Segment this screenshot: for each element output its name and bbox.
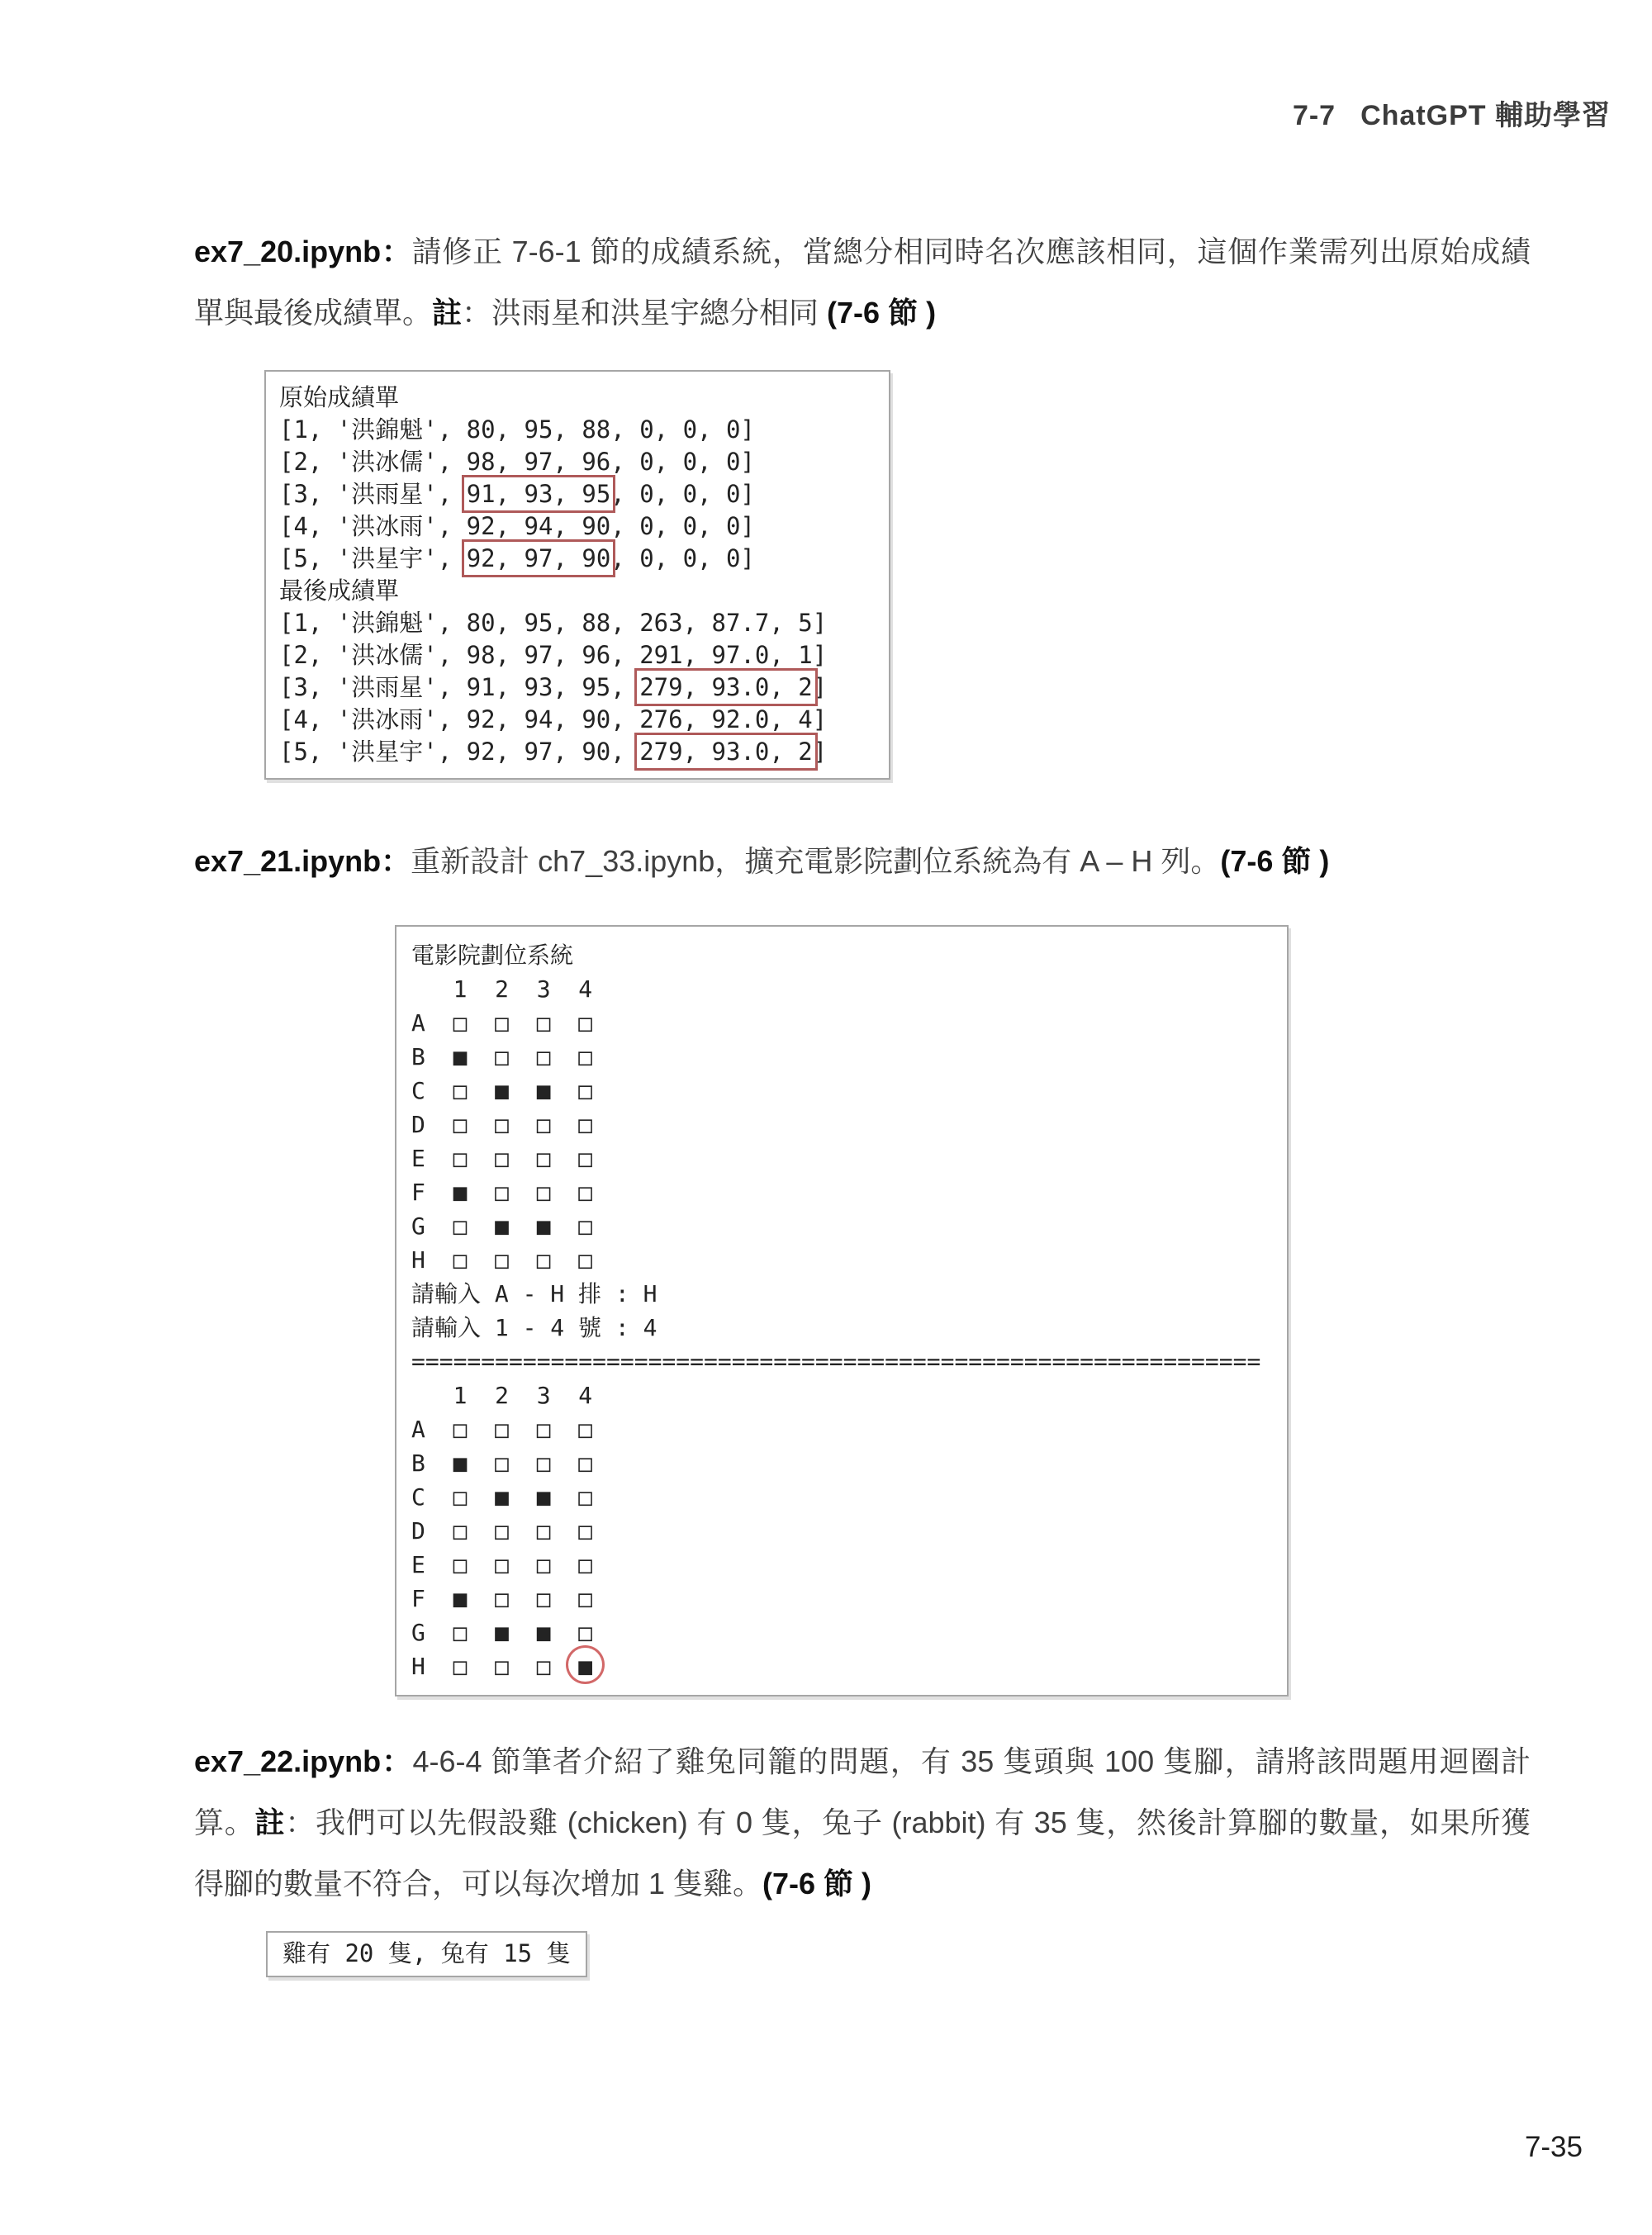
console-line <box>279 543 876 575</box>
text-segment: [4, '洪冰雨', 92, 94, 90, 276, 92.0, 4] <box>279 705 828 733</box>
text-segment: C □ ■ ■ □ <box>411 1077 593 1104</box>
console-line <box>279 704 876 736</box>
text-segment: ] <box>812 673 828 701</box>
text-segment: 1 2 3 4 <box>411 1382 593 1409</box>
text-segment: C □ ■ ■ □ <box>411 1483 593 1511</box>
console-line <box>411 1480 1272 1514</box>
text-segment: 請輸入 A - H 排 : H <box>411 1280 657 1307</box>
page-number: 7-35 <box>1524 2131 1583 2163</box>
console-line <box>279 607 876 639</box>
text-segment: [5, '洪星宇', <box>279 544 467 572</box>
text-segment: 重新設計 ch7_33.ipynb，擴充電影院劃位系統為有 A – H 列。 <box>411 844 1221 878</box>
grade-output-box <box>264 370 890 780</box>
console-line <box>411 1345 1272 1378</box>
text-segment: [4, '洪冰雨', 92, 94, 90, 0, 0, 0] <box>279 512 755 540</box>
console-line <box>411 1514 1272 1548</box>
bold-text-segment: 註 <box>254 1806 286 1839</box>
text-segment: ============================================================= <box>411 1348 1261 1375</box>
text-segment: 最後成績單 <box>279 577 400 605</box>
cinema-output-box <box>395 925 1289 1696</box>
console-line <box>411 1616 1272 1649</box>
console-line <box>411 1277 1272 1311</box>
text-segment: A □ □ □ □ <box>411 1009 593 1037</box>
console-line <box>411 1548 1272 1582</box>
console-line <box>411 1649 1272 1683</box>
bold-text-segment: (7-6 節 ) <box>1220 844 1330 878</box>
text-segment: ：洪雨星和洪星宇總分相同 <box>462 296 828 330</box>
bold-text-segment: (7-6 節 ) <box>827 296 937 330</box>
console-line <box>411 938 1272 972</box>
bold-text-segment: (7-6 節 ) <box>762 1867 872 1900</box>
red-highlight-box: 279, 93.0, 2 <box>639 738 813 766</box>
text-segment: D □ □ □ □ <box>411 1517 593 1545</box>
bold-text-segment: ex7_20.ipynb： <box>194 235 412 268</box>
bold-text-segment: ex7_21.ipynb： <box>194 844 411 878</box>
text-segment: H □ □ □ <box>411 1653 579 1680</box>
console-line <box>411 1141 1272 1175</box>
red-highlight-box: 92, 97, 90 <box>466 544 611 572</box>
console-line <box>411 1074 1272 1108</box>
text-segment: 4-6-4 節筆者介紹了雞兔同籠的問題，有 35 隻頭與 100 隻腳，請將該問題用迴圈計算。 <box>194 1744 1531 1839</box>
console-line <box>411 1175 1272 1209</box>
console-line <box>279 478 876 510</box>
console-line <box>282 1937 571 1970</box>
text-segment: 原始成績單 <box>279 383 400 411</box>
exercise-ex7_20-paragraph <box>194 221 1531 344</box>
text-segment: 雞有 20 隻, 兔有 15 隻 <box>282 1939 571 1967</box>
console-line <box>279 510 876 543</box>
console-line <box>279 736 876 768</box>
console-line <box>279 575 876 607</box>
exercise-ex7_22-paragraph <box>194 1731 1531 1915</box>
console-line <box>411 1243 1272 1277</box>
text-segment: 請輸入 1 - 4 號 : 4 <box>411 1314 657 1341</box>
console-line <box>279 446 876 478</box>
console-line <box>411 972 1272 1006</box>
console-line <box>411 1378 1272 1412</box>
section-number: 7-7 <box>1292 100 1336 131</box>
running-head <box>1293 93 1611 133</box>
console-line <box>411 1040 1272 1074</box>
text-segment: G □ ■ ■ □ <box>411 1212 593 1240</box>
console-line <box>279 671 876 704</box>
red-highlight-box: 91, 93, 95 <box>466 480 611 508</box>
text-segment: , 0, 0, 0] <box>610 480 755 508</box>
console-line <box>411 1006 1272 1040</box>
console-line <box>411 1108 1272 1141</box>
console-line <box>279 414 876 446</box>
text-segment: H □ □ □ □ <box>411 1246 593 1274</box>
text-segment: [5, '洪星宇', 92, 97, 90, <box>279 738 640 766</box>
text-segment: , 0, 0, 0] <box>610 544 755 572</box>
text-segment: 請修正 7-6-1 節的成績系統，當總分相同時名次應該相同，這個作業需列出原始成績單與最後成績單。 <box>194 235 1531 330</box>
text-segment: ] <box>812 738 828 766</box>
text-segment: F ■ □ □ □ <box>411 1179 593 1206</box>
bold-text-segment: 註 <box>432 296 463 330</box>
text-segment: E □ □ □ □ <box>411 1551 593 1578</box>
text-segment: D □ □ □ □ <box>411 1111 593 1138</box>
console-line <box>411 1311 1272 1345</box>
text-segment: E □ □ □ □ <box>411 1145 593 1172</box>
console-line <box>411 1209 1272 1243</box>
chicken-rabbit-output-box <box>266 1931 587 1977</box>
text-segment: [3, '洪雨星', <box>279 480 467 508</box>
bold-text-segment: ex7_22.ipynb： <box>194 1744 413 1778</box>
text-segment: 1 2 3 4 <box>411 975 593 1003</box>
console-line <box>411 1582 1272 1616</box>
text-segment: [1, '洪錦魁', 80, 95, 88, 263, 87.7, 5] <box>279 609 828 637</box>
exercise-ex7_21-paragraph <box>194 831 1531 892</box>
text-segment: A □ □ □ □ <box>411 1416 593 1443</box>
text-segment: [2, '洪冰儒', 98, 97, 96, 291, 97.0, 1] <box>279 641 828 669</box>
text-segment: 電影院劃位系統 <box>411 942 574 969</box>
text-segment: [2, '洪冰儒', 98, 97, 96, 0, 0, 0] <box>279 448 755 476</box>
text-segment: G □ ■ ■ □ <box>411 1619 593 1646</box>
section-title: ChatGPT 輔助學習 <box>1360 100 1611 131</box>
text-segment: [1, '洪錦魁', 80, 95, 88, 0, 0, 0] <box>279 415 755 444</box>
text-segment: ：我們可以先假設雞 (chicken) 有 0 隻，兔子 (rabbit) 有 35 隻，然後計算腳的數量，如果所獲得腳的數量不符合，可以每次增加 1 隻雞。 <box>194 1806 1531 1900</box>
red-circled-seat: ■ <box>578 1653 593 1680</box>
text-segment: B ■ □ □ □ <box>411 1043 593 1070</box>
console-line <box>279 382 876 414</box>
red-highlight-box: 279, 93.0, 2 <box>639 673 813 701</box>
text-segment: [3, '洪雨星', 91, 93, 95, <box>279 673 640 701</box>
console-line <box>411 1446 1272 1480</box>
text-segment: F ■ □ □ □ <box>411 1585 593 1612</box>
text-segment: B ■ □ □ □ <box>411 1450 593 1477</box>
console-line <box>411 1412 1272 1446</box>
console-line <box>279 639 876 671</box>
